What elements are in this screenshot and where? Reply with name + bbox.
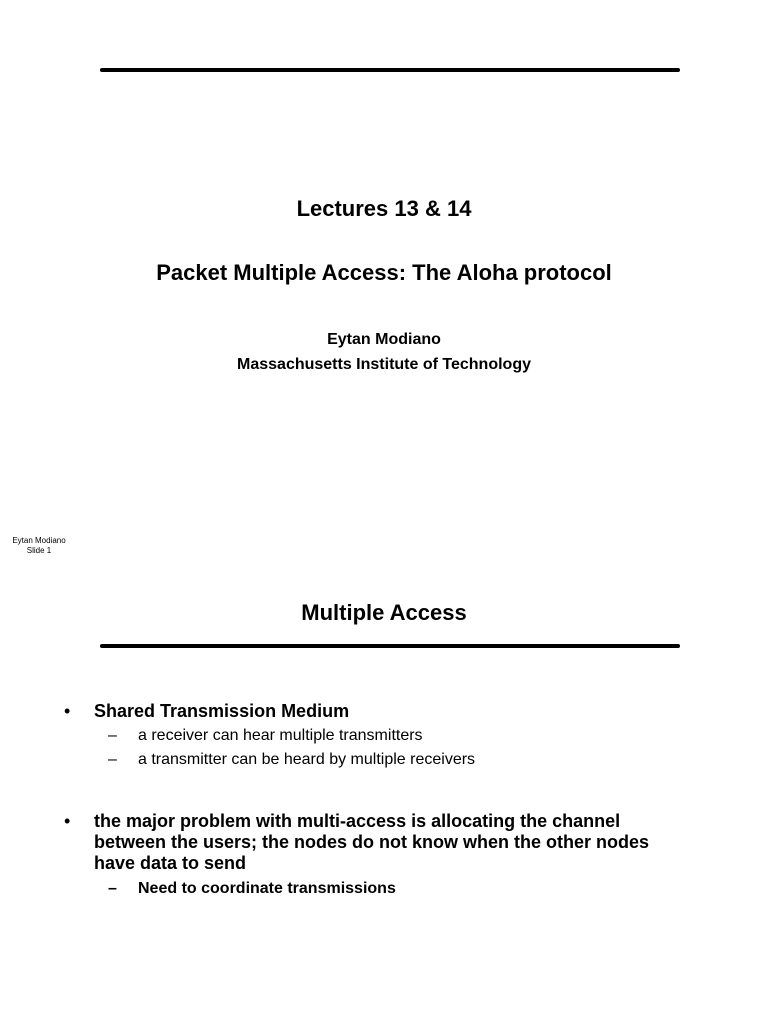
sub-bullet-item xyxy=(108,750,708,770)
bullet-marker: • xyxy=(64,701,71,721)
lecture-subtitle: Packet Multiple Access: The Aloha protocol xyxy=(156,260,612,285)
bullet-text xyxy=(94,811,704,874)
lecture-title: Lectures 13 & 14 xyxy=(296,196,472,221)
sub-bullet-item xyxy=(108,879,708,899)
slide-footer xyxy=(4,536,74,556)
bullet-text-line: have data to send xyxy=(94,853,247,873)
sub-bullet-marker: – xyxy=(108,880,117,897)
sub-bullet-text: Need to coordinate transmissions xyxy=(138,880,396,897)
footer-author: Eytan Modiano xyxy=(12,536,66,545)
sub-bullet-item xyxy=(108,726,708,746)
bullet-item xyxy=(64,701,754,723)
bullet-text: Shared Transmission Medium xyxy=(94,701,350,721)
sub-bullet-marker: – xyxy=(108,727,117,744)
author-name: Eytan Modiano xyxy=(327,331,441,348)
bullet-marker: • xyxy=(64,811,71,831)
sub-bullet-marker: – xyxy=(108,751,117,768)
bullet-text-line: between the users; the nodes do not know when the other nodes xyxy=(94,832,650,852)
title-divider xyxy=(100,644,680,648)
footer-slide-number: Slide 1 xyxy=(26,546,52,555)
bullet-text-line: the major problem with multi-access is allocating the channel xyxy=(94,811,621,831)
sub-bullet-text: a transmitter can be heard by multiple receivers xyxy=(138,751,476,768)
slide-title: Multiple Access xyxy=(301,600,467,625)
author-institution: Massachusetts Institute of Technology xyxy=(237,356,531,373)
sub-bullet-text: a receiver can hear multiple transmitters xyxy=(138,727,423,744)
bullet-item xyxy=(64,811,754,877)
top-divider xyxy=(100,68,680,72)
